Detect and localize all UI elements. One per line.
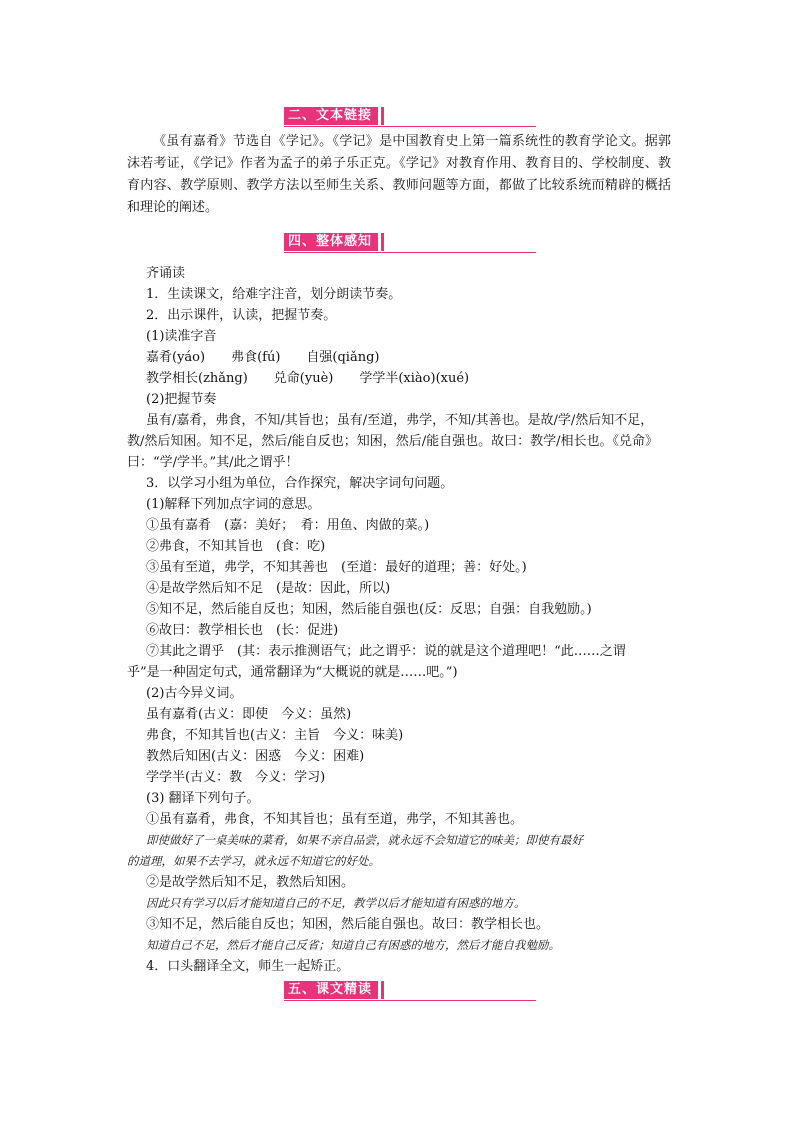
translation-line: 因此只有学习以后才能知道自己的不足，教学以后才能知道有困惑的地方。 <box>146 896 526 910</box>
text-line: 虽有/嘉肴，弗食，不知/其旨也；虽有/至道，弗学，不知/其善也。是故/学/然后知不足， <box>146 413 654 428</box>
text-line: 教然后知困(古义：困惑 今义：困难) <box>146 749 365 764</box>
section-header-label: 四、整体感知 <box>284 233 378 251</box>
intro-paragraph: 《虽有嘉肴》节选自《学记》。《学记》是中国教育史上第一篇系统性的教育学论文。据郭沫若考证，《学记》作者为孟子的弟子乐正克。《学记》对教育作用、教育目的、学校制度、教育内容、教学原则、教学方法以至师生关系、教师问题等方面，都做了比较系统而精辟的概括和理论的阐述。 <box>127 134 671 215</box>
text-line: (1)读准字音 <box>146 329 217 344</box>
text-line: ⑥故曰：教学相长也 (长：促进) <box>146 623 339 638</box>
text-line: 2．出示课件，认读，把握节奏。 <box>146 308 337 323</box>
text-line: ③虽有至道，弗学，不知其善也 (至道：最好的道理；善：好处。) <box>146 560 527 575</box>
text-line: 1．生读课文，给难字注音，划分朗读节奏。 <box>146 287 402 302</box>
text-line: (2)古今异义词。 <box>146 686 243 701</box>
text-line: 乎”是一种固定句式，通常翻译为“大概说的就是……吧。”) <box>127 665 458 680</box>
section-header-label: 五、课文精读 <box>284 981 378 999</box>
header-underline <box>284 126 536 127</box>
text-line: (1)解释下列加点字词的意思。 <box>146 497 321 512</box>
text-line: ②是故学然后知不足，教然后知困。 <box>146 875 355 890</box>
text-line: 3．以学习小组为单位，合作探究，解决字词句问题。 <box>146 476 454 491</box>
text-line: ④是故学然后知不足 (是故：因此，所以) <box>146 581 391 596</box>
section-header-overall <box>284 233 536 253</box>
section-header-label: 二、文本链接 <box>284 107 378 125</box>
header-underline <box>284 252 536 253</box>
text-line: ①虽有嘉肴，弗食，不知其旨也；虽有至道，弗学，不知其善也。 <box>146 812 524 827</box>
translation-line: 的道理，如果不去学习，就永远不知道它的好处。 <box>127 854 380 868</box>
text-line: 4．口头翻译全文，师生一起矫正。 <box>146 959 350 974</box>
text-line: 曰：“学/学半。”其/此之谓乎！ <box>127 455 299 470</box>
text-line: ⑦其此之谓乎 (其：表示推测语气；此之谓乎：说的就是这个道理吧！“此……之谓 <box>146 644 626 659</box>
text-line: 虽有嘉肴(古义：即使 今义：虽然) <box>146 707 352 722</box>
text-line: ③知不足，然后能自反也；知困，然后能自强也。故曰：教学相长也。 <box>146 917 550 932</box>
text-line: 齐诵读 <box>146 266 186 281</box>
header-underline <box>284 1000 536 1001</box>
text-line: ⑤知不足，然后能自反也；知困，然后能自强也(反：反思；自强：自我勉励。) <box>146 602 592 617</box>
text-line: 教学相长(zhǎng) 兑命(yuè) 学学半(xiào)(xué) <box>146 371 470 386</box>
text-line: 教/然后知困。知不足，然后/能自反也；知困，然后/能自强也。故曰：教学/相长也。《兑命》 <box>127 434 659 449</box>
text-line: (2)把握节奏 <box>146 392 217 407</box>
text-line: ②弗食，不知其旨也 (食：吃) <box>146 539 326 554</box>
translation-line: 知道自己不足，然后才能自己反省；知道自己有困惑的地方，然后才能自我勉励。 <box>146 938 560 952</box>
translation-line: 即使做好了一桌美味的菜肴，如果不亲自品尝，就永远不会知道它的味美；即使有最好 <box>146 833 583 847</box>
section-header-text-link <box>284 107 536 127</box>
text-line: 嘉肴(yáo) 弗食(fú) 自强(qiǎng) <box>146 350 380 365</box>
text-line: 学学半(古义：教 今义：学习) <box>146 770 326 785</box>
section-header-close-reading <box>284 981 536 1001</box>
text-line: 弗食，不知其旨也(古义：主旨 今义：味美) <box>146 728 404 743</box>
text-line: ①虽有嘉肴 (嘉：美好； 肴：用鱼、肉做的菜。) <box>146 518 430 533</box>
text-line: (3) 翻译下列句子。 <box>146 791 260 806</box>
